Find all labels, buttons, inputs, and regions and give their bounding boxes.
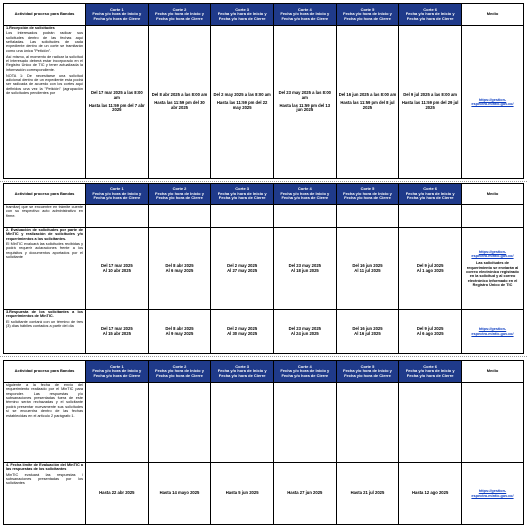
medio-cell: [462, 310, 524, 354]
header-corte-1: Corte 1 Fecha y/o hora de Inicio y Fecha y/o hora de Cierre: [86, 4, 149, 26]
header-medio: Medio: [462, 361, 524, 383]
gestion-espectro-link[interactable]: https://gestion-espectro.mintic.gov.co/: [471, 489, 514, 498]
activity-recepcion: 1.Recepción de solicitudes Los interesados podrán radicar sus solicitudes dentro de las fechas aquí señaladas. Las solicitudes de cada expediente dentro de un corte se tramitarán como una única "Petición". Así mismo, al momento de radicar la solicitud el interesado deberá estar incorporado en el Registro Único de TIC y tener actualizada la información correspondiente. NOTA 1: De necesitarse una solicitud adicional dentro de un expediente esta podrá ser radicada de acuerdo con los cortes aquí definidos una vez la "Petición" (agrupación de solicitudes pendientes por: [4, 26, 86, 179]
header-corte-4: Corte 4 Fecha y/o hora de Inicio y Fecha y/o hora de Cierre: [273, 4, 336, 26]
header-corte-1: Corte 1 Fecha y/o hora de Inicio y Fecha y/o hora de Cierre: [86, 184, 149, 205]
schedule-table-2: [3, 183, 524, 354]
medio-cell: [462, 463, 524, 525]
activity-carry-over: siguiente a la fecha de envío del requerimiento realizado por el MinTIC para responder. Las respuestas y/o subsanaciones presentadas fuera de este término serán rechazadas y el solicitante podrá presentar nuevamente sus solicitudes si se encuentra dentro de las fechas establecidas en el artículo 2 parágrafo 1.: [4, 383, 86, 463]
cell-c4: Hasta 27 jun 2025: [273, 463, 336, 525]
table-row: [4, 228, 524, 310]
header-corte-1: Corte 1 Fecha y/o hora de Inicio y Fecha y/o hora de Cierre: [86, 361, 149, 383]
cell-c2: Del 8 abr 2025 Al 9 may 2025: [148, 310, 211, 354]
table-header-row: [4, 4, 524, 26]
header-corte-6: Corte 6 Fecha y/o hora de Inicio y Fecha y/o hora de Cierre: [399, 184, 462, 205]
header-corte-3: Corte 3 Fecha y/o hora de Inicio y Fecha y/o hora de Cierre: [211, 184, 274, 205]
schedule-table-1: [3, 3, 524, 179]
header-activity: Actividad proceso para Bandas: [4, 361, 86, 383]
cell-c1: Del 17 mar 2025 Al 15 abr 2025: [86, 310, 149, 354]
header-corte-3: Corte 3 Fecha y/o hora de Inicio y Fecha y/o hora de Cierre: [211, 4, 274, 26]
cell-c2: Del 8 abr 2025 Al 6 may 2025: [148, 228, 211, 310]
header-corte-2: Corte 2 Fecha y/o hora de Inicio y Fecha y/o hora de Cierre: [148, 361, 211, 383]
activity-respuesta: 3.Respuesta de los solicitantes a los requerimientos de MinTIC. El solicitante contará con un término de tres (3) días hábiles contados a partir del día: [4, 310, 86, 354]
cell-c6: Del 9 jul 2025 Al 6 ago 2025: [399, 310, 462, 354]
cell-c2: Hasta 14 mayo 2025: [148, 463, 211, 525]
page-divider: [0, 356, 527, 358]
medio-cell: [462, 228, 524, 310]
cell-c2: Del 8 abr 2025 a las 8:00 am Hasta las 11:59 pm del 30 abr 2025: [148, 26, 211, 179]
cell-c3: Del 2 may 2025 Al 30 may 2025: [211, 310, 274, 354]
table-header-row: [4, 361, 524, 383]
cell-c4: Del 23 may 2025 Al 24 jun 2025: [273, 310, 336, 354]
cell-c5: Del 16 jun 2025 Al 16 jul 2025: [336, 310, 399, 354]
table-section-3: [3, 360, 524, 525]
header-corte-4: Corte 4 Fecha y/o hora de Inicio y Fecha y/o hora de Cierre: [273, 361, 336, 383]
header-medio: Medio: [462, 184, 524, 205]
header-activity: Actividad proceso para Bandas: [4, 184, 86, 205]
cell-c6: Hasta 12 ago 2025: [399, 463, 462, 525]
cell-c6: Del 9 jul 2025 Al 1 ago 2025: [399, 228, 462, 310]
cell-c5: Del 16 jun 2025 Al 11 jul 2025: [336, 228, 399, 310]
activity-carry-over: tramitar) que se encuentre en trámite cuente con su respectivo acto administrativo en firme.: [4, 205, 86, 228]
cell-c5: Hasta 21 jul 2025: [336, 463, 399, 525]
requerimiento-note: Las solicitudes de requerimiento se enviarán al correo electrónico registrado en la solicitud y al correo electrónico informado en el Registro Único de TIC: [466, 261, 519, 288]
header-corte-5: Corte 5 Fecha y/o hora de Inicio y Fecha y/o hora de Cierre: [336, 184, 399, 205]
header-corte-4: Corte 4 Fecha y/o hora de Inicio y Fecha y/o hora de Cierre: [273, 184, 336, 205]
cell-c3: Hasta 5 jun 2025: [211, 463, 274, 525]
table-row: [4, 463, 524, 525]
table-section-1: [3, 3, 524, 179]
cell-c4: Del 23 may 2025 a las 8:00 am Hasta las 11:59 pm del 13 jun 2025: [273, 26, 336, 179]
activity-evaluacion: 2. Evaluación de solicitudes por parte de MinTIC y realización de solicitudes y/o requerimientos a los solicitantes. El MinTIC evaluará las solicitudes recibidas y podrá requerir aclaraciones frente a los requisitos y documentos aportados por el solicitante: [4, 228, 86, 310]
table-row: [4, 26, 524, 179]
header-medio: Medio: [462, 4, 524, 26]
gestion-espectro-link[interactable]: https://gestion-espectro.mintic.gov.co/: [471, 249, 514, 258]
header-corte-2: Corte 2 Fecha y/o hora de Inicio y Fecha y/o hora de Cierre: [148, 184, 211, 205]
cell-c1: Hasta 22 abr 2025: [86, 463, 149, 525]
medio-cell: [462, 26, 524, 179]
gestion-espectro-link[interactable]: https://gestion-espectro.mintic.gov.co/: [471, 97, 514, 106]
activity-fecha-limite: 4. Fecha límite de Evaluación del MinTIC a las respuestas de los solicitantes MinTIC evaluará las respuestas / subsanaciones presentadas por los solicitantes: [4, 463, 86, 525]
table-row: [4, 383, 524, 463]
cell-c3: Del 2 may 2025 a las 8:00 am Hasta las 11:59 pm del 22 may 2025: [211, 26, 274, 179]
table-row: [4, 310, 524, 354]
header-corte-2: Corte 2 Fecha y/o hora de Inicio y Fecha y/o hora de Cierre: [148, 4, 211, 26]
header-corte-6: Corte 6 Fecha y/o hora de Inicio y Fecha y/o hora de Cierre: [399, 361, 462, 383]
table-section-2: [3, 183, 524, 354]
cell-c5: Del 16 jun 2025 a las 8:00 am Hasta las 11:59 pm del 8 jul 2025: [336, 26, 399, 179]
cell-c1: Del 17 mar 2025 Al 10 abr 2025: [86, 228, 149, 310]
cell-c6: Del 9 jul 2025 a las 8:00 am Hasta las 11:59 pm del 29 jul 2025: [399, 26, 462, 179]
header-activity: Actividad proceso para Bandas: [4, 4, 86, 26]
header-corte-5: Corte 5 Fecha y/o hora de Inicio y Fecha y/o hora de Cierre: [336, 4, 399, 26]
header-corte-3: Corte 3 Fecha y/o hora de Inicio y Fecha y/o hora de Cierre: [211, 361, 274, 383]
header-corte-6: Corte 6 Fecha y/o hora de Inicio y Fecha y/o hora de Cierre: [399, 4, 462, 26]
table-row: [4, 205, 524, 228]
cell-c4: Del 23 may 2025 Al 18 jun 2025: [273, 228, 336, 310]
gestion-espectro-link[interactable]: https://gestion-espectro.mintic.gov.co/: [471, 327, 514, 336]
header-corte-5: Corte 5 Fecha y/o hora de Inicio y Fecha y/o hora de Cierre: [336, 361, 399, 383]
cell-c3: Del 2 may 2025 Al 27 may 2025: [211, 228, 274, 310]
table-header-row: [4, 184, 524, 205]
schedule-table-3: [3, 360, 524, 525]
cell-c1: Del 17 mar 2025 a las 8:00 am Hasta las 11:59 pm del 7 abr 2025: [86, 26, 149, 179]
